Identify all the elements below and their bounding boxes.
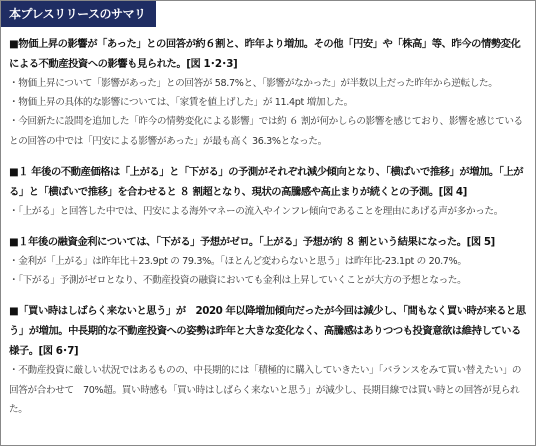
section-bullet: ・今回新たに設問を追加した「昨今の情勢変化による影響」では約 ６ 割が何かしらの影響を感じており、影響を感じているとの回答の中では「円安による影響があった」が最も高く 36.3%となった。 <box>9 116 523 147</box>
section-bullet: ・金利が「上がる」は昨年比＋23.9pt の 79.3%。「ほとんど変わらないと思う」は昨年比-23.1pt の 20.7%。 <box>9 256 467 268</box>
section-heading: ■１年後の融資金利については、「下がる」予想がゼロ。「上がる」予想が約 ８ 割という結果になった。[図 5] <box>9 236 495 249</box>
summary-content <box>9 34 527 430</box>
summary-section-2 <box>9 162 527 221</box>
summary-title: 本プレスリリースのサマリ <box>1 1 156 27</box>
section-heading: ■１ 年後の不動産価格は「上がる」と「下がる」の予測がそれぞれ減少傾向となり、「横ばいで推移」が増加。「上がる」と「横ばいで推移」を合わせると ８ 割超となり、現状の高騰感や高止まりが続くとの予測。[図 4] <box>9 165 524 198</box>
section-heading: ■「買い時はしばらく来ないと思う」が 2020 年以降増加傾向だったが今回は減少し、「間もなく買い時が来ると思う」が増加。中長期的な不動産投資への姿勢は昨年と大きな変化なく、高騰感はありつつも投資意欲は維持している様子。[図 6･7] <box>9 305 526 358</box>
section-bullet: ・物価上昇について「影響があった」との回答が 58.7%と、「影響がなかった」が半数以上だった昨年から逆転した。 <box>9 78 498 89</box>
section-bullet: ・「下がる」予測がゼロとなり、不動産投資の融資においても金利は上昇していくことが大方の予想となった。 <box>9 275 467 287</box>
summary-section-3 <box>9 232 527 290</box>
section-bullet: ・不動産投資に厳しい状況ではあるものの、中長期的には「積極的に購入していきたい」「バランスをみて買い替えたい」の回答が合わせて 70%超。買い時感も「買い時はしばらく来ないと思う」が減少し、長期目線では買い時との回答が見られた。 <box>9 365 522 415</box>
section-heading: ■物価上昇の影響が「あった」との回答が約６割と、昨年より増加。その他「円安」や「株高」等、昨今の情勢変化による不動産投資への影響も見られた。[図 1･2･3] <box>9 38 521 70</box>
summary-section-1 <box>9 34 527 151</box>
summary-section-4 <box>9 301 527 419</box>
section-bullet: ・物価上昇の具体的な影響については、「家賃を値上げした」が 11.4pt 増加した。 <box>9 97 353 109</box>
section-bullet: ・「上がる」と回答した中では、円安による海外マネーの流入やインフレ傾向であることを理由にあげる声が多かった。 <box>9 205 503 217</box>
